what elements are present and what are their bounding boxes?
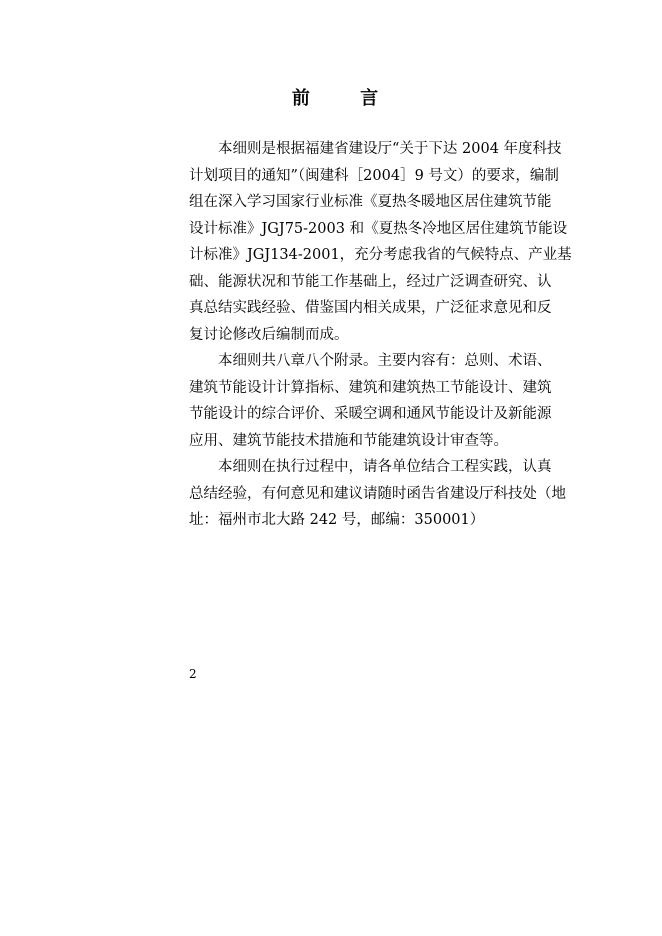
text-line: 础、能源状况和节能工作基础上，经过广泛调查研究、认 (189, 273, 552, 290)
text-line: 设计标准》JGJ75-2003 和《夏热冬冷地区居住建筑节能设 (189, 220, 568, 237)
paragraph-3 (189, 454, 582, 534)
text-line: 节能设计的综合评价、采暖空调和通风节能设计及新能源 (189, 406, 552, 422)
paragraph-1 (189, 136, 582, 348)
page-title: 前 言 (291, 88, 401, 109)
text-line: 组在深入学习国家行业标准《夏热冬暖地区居住建筑节能 (189, 194, 552, 210)
text-line: 真总结实践经验、借鉴国内相关成果，广泛征求意见和反 (189, 300, 552, 316)
text-line: 计划项目的通知”（闽建科［2004］9 号文）的要求，编制 (189, 167, 559, 184)
text-line: 址：福州市北大路 242 号，邮编：350001） (189, 512, 485, 528)
paragraph-2 (189, 348, 582, 454)
text-line: 应用、建筑节能技术措施和节能建筑设计审查等。 (189, 432, 508, 449)
text-line: 本细则在执行过程中，请各单位结合工程实践，认真 (218, 459, 552, 475)
text-line: 复讨论修改后编制而成。 (189, 326, 349, 343)
text-line: 建筑节能设计计算指标、建筑和建筑热工节能设计、建筑 (189, 379, 552, 396)
text-line: 总结经验，有何意见和建议请随时函告省建设厅科技处（地 (189, 485, 566, 502)
text-line: 本细则是根据福建省建设厅“关于下达 2004 年度科技 (218, 141, 562, 157)
text-line: 计标准》JGJ134-2001，充分考虑我省的气候特点、产业基 (189, 247, 572, 263)
page-number: 2 (189, 667, 197, 681)
text-line: 本细则共八章八个附录。主要内容有：总则、术语、 (218, 353, 552, 369)
preface-body (189, 136, 582, 534)
